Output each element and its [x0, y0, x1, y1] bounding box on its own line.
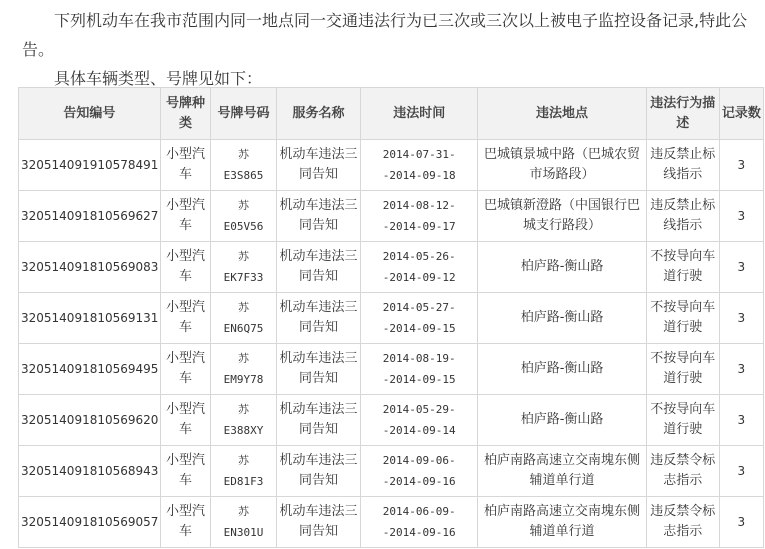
cell-notice-id-id: 320514091810569131: [21, 311, 159, 325]
cell-time: [361, 497, 478, 548]
cell-location: [478, 293, 647, 344]
cell-time: [361, 191, 478, 242]
cell-notice-id: [19, 395, 161, 446]
cell-behavior-behavior: 不按导向车道行驶: [650, 402, 716, 437]
cell-service-service: 机动车违法三同告知: [279, 504, 358, 539]
cell-behavior-behavior: 违反禁令标志指示: [650, 453, 716, 488]
cell-time-time-to: -2014-09-15: [382, 322, 456, 335]
cell-notice-id: [19, 140, 161, 191]
cell-count-count: 3: [737, 260, 746, 274]
cell-location-location: 巴城镇景城中路（巴城农贸市场路段）: [484, 147, 641, 182]
cell-service-service: 机动车违法三同告知: [279, 147, 358, 182]
cell-location: [478, 242, 647, 293]
cell-plate-type-plate-type: 小型汽车: [165, 198, 205, 233]
cell-plate-type-plate-type: 小型汽车: [165, 147, 205, 182]
cell-plate-type: [160, 191, 210, 242]
table-row: [19, 140, 764, 191]
cell-plate-number: [211, 191, 277, 242]
cell-time-time-from: 2014-09-06-: [382, 454, 456, 467]
cell-plate-type-plate-type: 小型汽车: [165, 351, 205, 386]
table-row: [19, 446, 764, 497]
cell-notice-id: [19, 191, 161, 242]
cell-plate-type-plate-type: 小型汽车: [165, 402, 205, 437]
table-body: [19, 140, 764, 548]
cell-service-service: 机动车违法三同告知: [279, 453, 358, 488]
cell-plate-number-province: 苏: [238, 352, 250, 365]
cell-time-time-to: -2014-09-12: [382, 271, 456, 284]
header-notice-id: 告知编号: [19, 88, 161, 140]
violations-table: [18, 87, 764, 548]
cell-plate-type-plate-type: 小型汽车: [165, 453, 205, 488]
cell-service: [276, 395, 360, 446]
cell-time: [361, 344, 478, 395]
cell-notice-id: [19, 497, 161, 548]
cell-plate-number-province: 苏: [238, 301, 250, 314]
table-row: [19, 497, 764, 548]
header-service: 服务名称: [276, 88, 360, 140]
cell-plate-number-province: 苏: [238, 454, 250, 467]
cell-behavior: [646, 395, 719, 446]
cell-time: [361, 242, 478, 293]
header-plate-number: 号牌号码: [211, 88, 277, 140]
header-behavior: 违法行为描述: [646, 88, 719, 140]
cell-count-count: 3: [737, 311, 746, 325]
cell-location: [478, 140, 647, 191]
cell-service: [276, 344, 360, 395]
table-row: [19, 242, 764, 293]
table-row: [19, 344, 764, 395]
cell-time-time-from: 2014-05-29-: [382, 403, 456, 416]
cell-location: [478, 344, 647, 395]
cell-plate-number: [211, 242, 277, 293]
cell-plate-number: [211, 293, 277, 344]
cell-notice-id-id: 320514091810569627: [21, 209, 159, 223]
cell-time: [361, 395, 478, 446]
cell-notice-id-id: 320514091810569083: [21, 260, 159, 274]
cell-time-time-from: 2014-06-09-: [382, 505, 456, 518]
cell-service-service: 机动车违法三同告知: [279, 249, 358, 284]
cell-plate-number: [211, 344, 277, 395]
header-count: 记录数: [719, 88, 763, 140]
cell-service-service: 机动车违法三同告知: [279, 300, 358, 335]
cell-service: [276, 497, 360, 548]
cell-time: [361, 446, 478, 497]
cell-plate-number-plate: EN6Q75: [223, 322, 264, 335]
cell-service: [276, 446, 360, 497]
cell-plate-number: [211, 497, 277, 548]
cell-location: [478, 497, 647, 548]
cell-notice-id: [19, 344, 161, 395]
cell-time-time-to: -2014-09-17: [382, 220, 456, 233]
cell-notice-id-id: 320514091810569620: [21, 413, 159, 427]
cell-plate-number: [211, 446, 277, 497]
cell-service: [276, 140, 360, 191]
cell-location: [478, 191, 647, 242]
cell-count: [719, 140, 763, 191]
cell-behavior: [646, 344, 719, 395]
cell-plate-number-plate: E05V56: [223, 220, 264, 233]
cell-time: [361, 293, 478, 344]
table-row: [19, 191, 764, 242]
cell-service: [276, 191, 360, 242]
cell-time-time-to: -2014-09-16: [382, 475, 456, 488]
cell-notice-id: [19, 293, 161, 344]
cell-count: [719, 395, 763, 446]
cell-notice-id-id: 320514091810568943: [21, 464, 159, 478]
cell-behavior: [646, 242, 719, 293]
cell-count: [719, 242, 763, 293]
cell-plate-number-plate: EM9Y78: [223, 373, 264, 386]
cell-count: [719, 293, 763, 344]
notice-paragraph: 下列机动车在我市范围内同一地点同一交通违法行为已三次或三次以上被电子监控设备记录,特此公告。: [22, 11, 748, 59]
cell-behavior: [646, 140, 719, 191]
cell-location-location: 柏庐路-衡山路: [520, 361, 604, 376]
cell-count-count: 3: [737, 515, 746, 529]
cell-count-count: 3: [737, 362, 746, 376]
cell-time-time-to: -2014-09-16: [382, 526, 456, 539]
header-location: 违法地点: [478, 88, 647, 140]
cell-location-location: 巴城镇新澄路（中国银行巴城支行路段）: [484, 198, 641, 233]
cell-plate-type: [160, 293, 210, 344]
cell-time: [361, 140, 478, 191]
cell-notice-id-id: 320514091810569057: [21, 515, 159, 529]
cell-behavior: [646, 497, 719, 548]
cell-count: [719, 446, 763, 497]
cell-service-service: 机动车违法三同告知: [279, 402, 358, 437]
cell-count: [719, 344, 763, 395]
header-time: 违法时间: [361, 88, 478, 140]
cell-behavior-behavior: 违反禁止标线指示: [650, 198, 716, 233]
cell-time-time-from: 2014-07-31-: [382, 148, 456, 161]
cell-location: [478, 446, 647, 497]
cell-time-time-to: -2014-09-14: [382, 424, 456, 437]
cell-plate-number-plate: EK7F33: [223, 271, 264, 284]
cell-time-time-from: 2014-08-19-: [382, 352, 456, 365]
cell-plate-type: [160, 497, 210, 548]
cell-time-time-to: -2014-09-18: [382, 169, 456, 182]
cell-time-time-from: 2014-05-26-: [382, 250, 456, 263]
cell-behavior-behavior: 不按导向车道行驶: [650, 351, 716, 386]
cell-notice-id-id: 320514091810569495: [21, 362, 159, 376]
cell-time-time-from: 2014-05-27-: [382, 301, 456, 314]
table-header-row: [19, 88, 764, 140]
cell-plate-type: [160, 395, 210, 446]
cell-behavior-behavior: 不按导向车道行驶: [650, 300, 716, 335]
cell-service-service: 机动车违法三同告知: [279, 198, 358, 233]
cell-location-location: 柏庐路-衡山路: [520, 259, 604, 274]
cell-location: [478, 395, 647, 446]
cell-plate-number-plate: E3S865: [223, 169, 264, 182]
cell-plate-type: [160, 344, 210, 395]
cell-plate-type: [160, 446, 210, 497]
cell-count: [719, 497, 763, 548]
cell-location-location: 柏庐南路高速立交南塊东侧辅道单行道: [484, 504, 641, 539]
cell-count-count: 3: [737, 209, 746, 223]
table-row: [19, 293, 764, 344]
cell-plate-number-province: 苏: [238, 250, 250, 263]
cell-service: [276, 293, 360, 344]
cell-time-time-to: -2014-09-15: [382, 373, 456, 386]
cell-service: [276, 242, 360, 293]
cell-behavior: [646, 446, 719, 497]
cell-time-time-from: 2014-08-12-: [382, 199, 456, 212]
cell-plate-type-plate-type: 小型汽车: [165, 504, 205, 539]
cell-service-service: 机动车违法三同告知: [279, 351, 358, 386]
cell-behavior: [646, 191, 719, 242]
cell-plate-number-plate: ED81F3: [223, 475, 264, 488]
cell-plate-number: [211, 395, 277, 446]
cell-behavior: [646, 293, 719, 344]
cell-plate-type: [160, 242, 210, 293]
cell-location-location: 柏庐路-衡山路: [520, 412, 604, 427]
notice-subheading: 具体车辆类型、号牌见如下：: [54, 69, 263, 88]
cell-plate-number-plate: E388XY: [223, 424, 264, 437]
cell-count-count: 3: [737, 464, 746, 478]
cell-notice-id: [19, 242, 161, 293]
cell-plate-number-plate: EN301U: [223, 526, 264, 539]
cell-plate-type: [160, 140, 210, 191]
cell-count-count: 3: [737, 413, 746, 427]
cell-plate-number-province: 苏: [238, 148, 250, 161]
cell-count: [719, 191, 763, 242]
cell-notice-id-id: 320514091910578491: [21, 158, 159, 172]
cell-notice-id: [19, 446, 161, 497]
cell-plate-number-province: 苏: [238, 403, 250, 416]
cell-plate-number-province: 苏: [238, 199, 250, 212]
cell-count-count: 3: [737, 158, 746, 172]
cell-location-location: 柏庐南路高速立交南塊东侧辅道单行道: [484, 453, 641, 488]
cell-behavior-behavior: 不按导向车道行驶: [650, 249, 716, 284]
cell-plate-type-plate-type: 小型汽车: [165, 300, 205, 335]
cell-plate-number-province: 苏: [238, 505, 250, 518]
cell-behavior-behavior: 违反禁令标志指示: [650, 504, 716, 539]
table-row: [19, 395, 764, 446]
header-plate-type: 号牌种类: [160, 88, 210, 140]
cell-plate-type-plate-type: 小型汽车: [165, 249, 205, 284]
cell-location-location: 柏庐路-衡山路: [520, 310, 604, 325]
cell-plate-number: [211, 140, 277, 191]
cell-behavior-behavior: 违反禁止标线指示: [650, 147, 716, 182]
